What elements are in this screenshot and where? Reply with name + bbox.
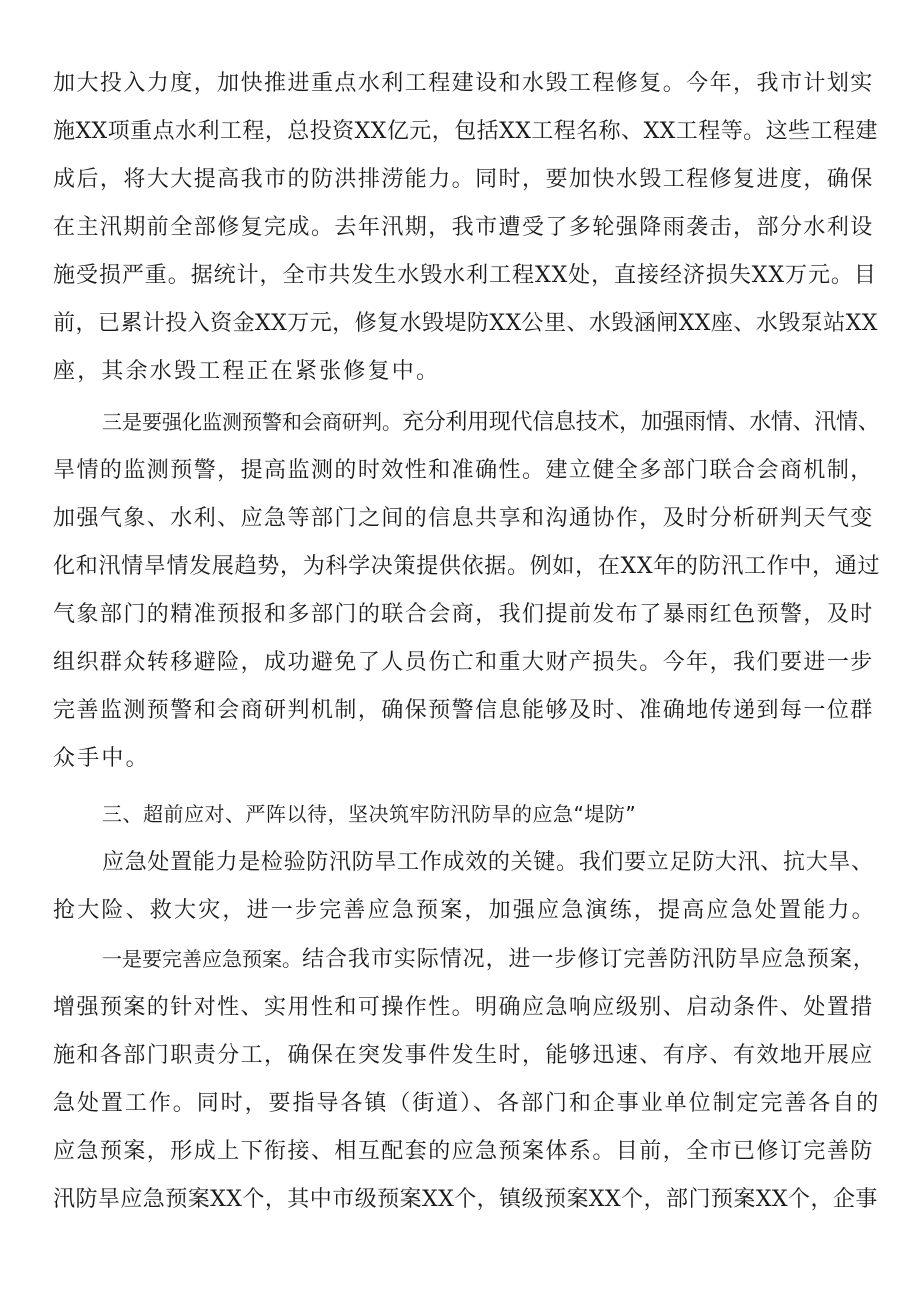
text-line: 施和各部门职责分工，确保在突发事件发生时，能够迅速、有序、有效地开展应 <box>53 1043 874 1068</box>
text-line: 应急预案，形成上下衔接、相互配套的应急预案体系。目前，全市已修订完善防 <box>53 1139 874 1164</box>
text-line: 气象部门的精准预报和多部门的联合会商，我们提前发布了暴雨红色预警，及时 <box>53 602 874 627</box>
text-line: 施XX项重点水利工程，总投资XX亿元，包括XX工程名称、XX工程等。这些工程建 <box>53 119 878 144</box>
paragraph-text: 结合我市实际情况，进一步修订完善防汛防旱应急预案， <box>302 947 876 972</box>
section-heading: 三、超前应对、严阵以待，坚决筑牢防汛防旱的应急“堤防” <box>102 802 637 826</box>
text-line: 急处置工作。同时，要指导各镇（街道）、各部门和企事业单位制定完善各自的 <box>53 1091 881 1116</box>
text-line: 加大投入力度，加快推进重点水利工程建设和水毁工程修复。今年，我市计划实 <box>53 71 874 96</box>
paragraph-first-line <box>102 408 879 437</box>
paragraph-first-line <box>102 945 876 974</box>
text-line: 众手中。 <box>53 746 150 771</box>
text-line: 前，已累计投入资金XX万元，修复水毁堤防XX公里、水毁涵闸XX座、水毁泵站XX <box>53 311 878 336</box>
paragraph-lead-heading: 三是要强化监测预警和会商研判。 <box>102 410 402 434</box>
text-line: 完善监测预警和会商研判机制，确保预警信息能够及时、准确地传递到每一位群 <box>53 698 874 723</box>
text-line: 化和汛情旱情发展趋势，为科学决策提供依据。例如，在XX年的防汛工作中，通过 <box>53 554 881 579</box>
text-line: 抢大险、救大灾，进一步完善应急预案，加强应急演练，提高应急处置能力。 <box>53 898 876 923</box>
paragraph-lead-heading: 一是要完善应急预案。 <box>102 947 302 971</box>
text-line: 施受损严重。据统计，全市共发生水毁水利工程XX处，直接经济损失XX万元。目 <box>53 263 877 288</box>
text-line: 加强气象、水利、应急等部门之间的信息共享和沟通协作，及时分析研判天气变 <box>53 506 874 531</box>
text-line: 成后，将大大提高我市的防洪排涝能力。同时，要加快水毁工程修复进度，确保 <box>53 167 874 192</box>
text-line: 应急处置能力是检验防汛防旱工作成效的关键。我们要立足防大汛、抗大旱、 <box>102 850 874 875</box>
text-line: 组织群众转移避险，成功避免了人员伤亡和重大财产损失。今年，我们要进一步 <box>53 650 874 675</box>
text-line: 在主汛期前全部修复完成。去年汛期，我市遭受了多轮强降雨袭击，部分水利设 <box>53 215 874 240</box>
text-line: 旱情的监测预警，提高监测的时效性和准确性。建立健全多部门联合会商机制， <box>53 458 874 483</box>
text-line: 座，其余水毁工程正在紧张修复中。 <box>53 359 441 384</box>
paragraph-text: 充分利用现代信息技术，加强雨情、水情、汛情、 <box>402 410 880 435</box>
text-line: 增强预案的针对性、实用性和可操作性。明确应急响应级别、启动条件、处置措 <box>53 995 874 1020</box>
text-line: 汛防旱应急预案XX个，其中市级预案XX个，镇级预案XX个，部门预案XX个，企事 <box>53 1187 878 1212</box>
